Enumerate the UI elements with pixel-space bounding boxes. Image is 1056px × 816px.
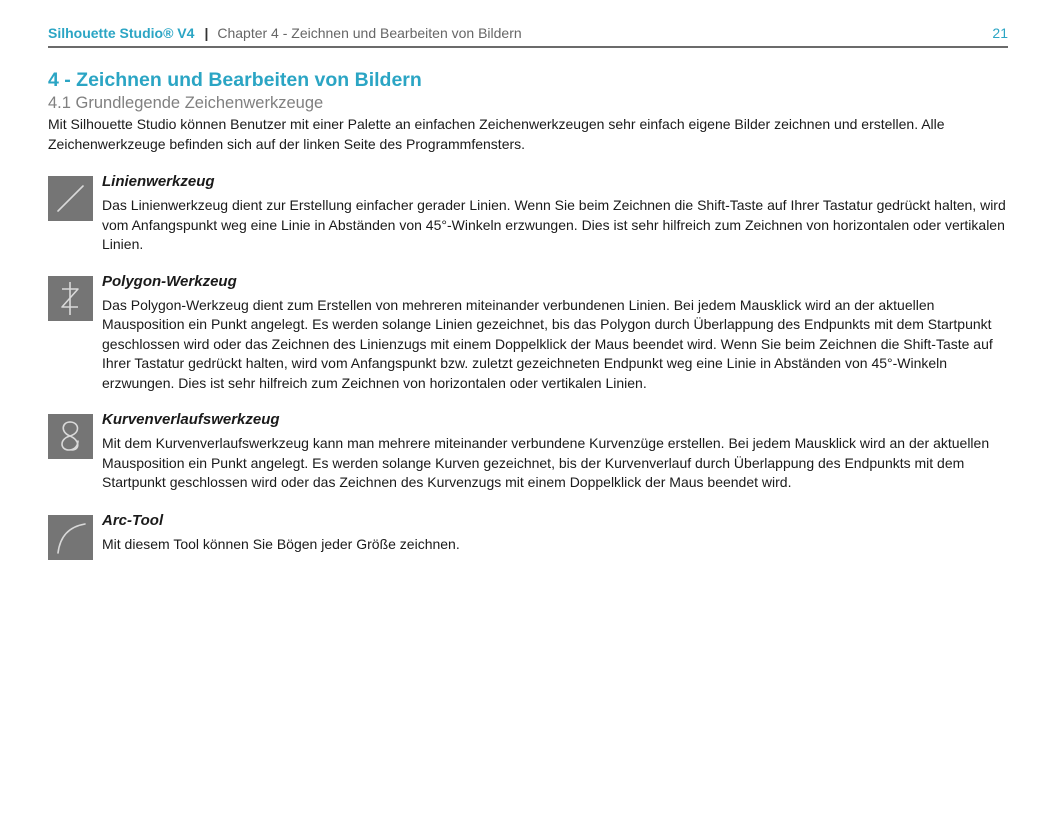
tool-entry-polygon xyxy=(48,271,1013,394)
section-subtitle: 4.1 Grundlegende Zeichenwerkzeuge xyxy=(48,94,324,112)
tool-title: Polygon-Werkzeug xyxy=(102,272,237,290)
chapter-title: Chapter 4 - Zeichnen und Bearbeiten von Bildern xyxy=(217,25,522,41)
section-title: 4 - Zeichnen und Bearbeiten von Bildern xyxy=(48,69,422,91)
curve-tool-icon xyxy=(48,414,93,459)
tool-description: Mit dem Kurvenverlaufswerkzeug kann man mehrere miteinander verbundene Kurvenzüge erstellen. Bei jedem Mausklick wird an der aktuellen Mausposition ein Punkt angelegt. Es werden solange Kurven gezeichnet, bis der Kurvenverlauf durch Überlappung des Endpunkts mit dem Startpunkt geschlossen wird oder das Zeichnen des Kurvenzugs mit einem Doppelklick der Maus beendet wird. xyxy=(102,435,990,490)
intro-paragraph: Mit Silhouette Studio können Benutzer mit einer Palette an einfachen Zeichenwerkzeugen sehr einfach eigene Bilder zeichnen und erstellen. Alle Zeichenwerkzeuge befinden sich auf der linken Seite des Programmfensters. xyxy=(48,116,945,152)
tool-title: Linienwerkzeug xyxy=(102,173,215,190)
tool-description: Das Polygon-Werkzeug dient zum Erstellen von mehreren miteinander verbundenen Linien. Bei jedem Mausklick wird an der aktuellen Mausposition ein Punkt angelegt. Es werden solange Linien gezeichnet, bis das Polygon durch Überlappung des Endpunkts mit dem Startpunkt geschlossen wird oder das Zeichnen des Linienzugs mit einem Doppelklick der Maus beendet wird. Wenn Sie beim Zeichnen die Shift-Taste auf Ihrer Tastatur gedrückt halten, wird vom Anfangspunkt bzw. zuletzt gezeichneten Endpunkt weg eine Linie in Abständen von 45°-Winkeln erzwungen. Dies ist sehr hilfreich zum Zeichnen von horizontalen oder vertikalen Linien. xyxy=(102,296,993,391)
page-content xyxy=(48,68,1013,554)
tool-entry-arc xyxy=(48,510,1013,555)
arc-tool-icon xyxy=(48,515,93,560)
tool-title: Kurvenverlaufswerkzeug xyxy=(102,411,280,428)
tool-title: Arc-Tool xyxy=(102,511,164,529)
tool-entry-line xyxy=(48,171,1013,255)
header-separator: | xyxy=(204,25,209,41)
tool-description: Das Linienwerkzeug dient zur Erstellung einfacher gerader Linien. Wenn Sie beim Zeichnen die Shift-Taste auf Ihrer Tastatur gedrückt halten, wird vom Anfangspunkt weg eine Linie in Abständen von 45°-Winkeln erzwungen. Dies ist sehr hilfreich zum Zeichnen von horizontalen oder vertikalen Linien. xyxy=(102,197,1006,252)
tool-description: Mit diesem Tool können Sie Bögen jeder Größe zeichnen. xyxy=(102,535,460,552)
tool-entry-curve xyxy=(48,409,1013,493)
line-tool-icon xyxy=(48,176,93,221)
page-number: 21 xyxy=(992,25,1008,41)
brand-title: Silhouette Studio® V4 xyxy=(48,25,195,41)
polygon-tool-icon xyxy=(48,276,93,321)
page-header xyxy=(48,24,1008,48)
